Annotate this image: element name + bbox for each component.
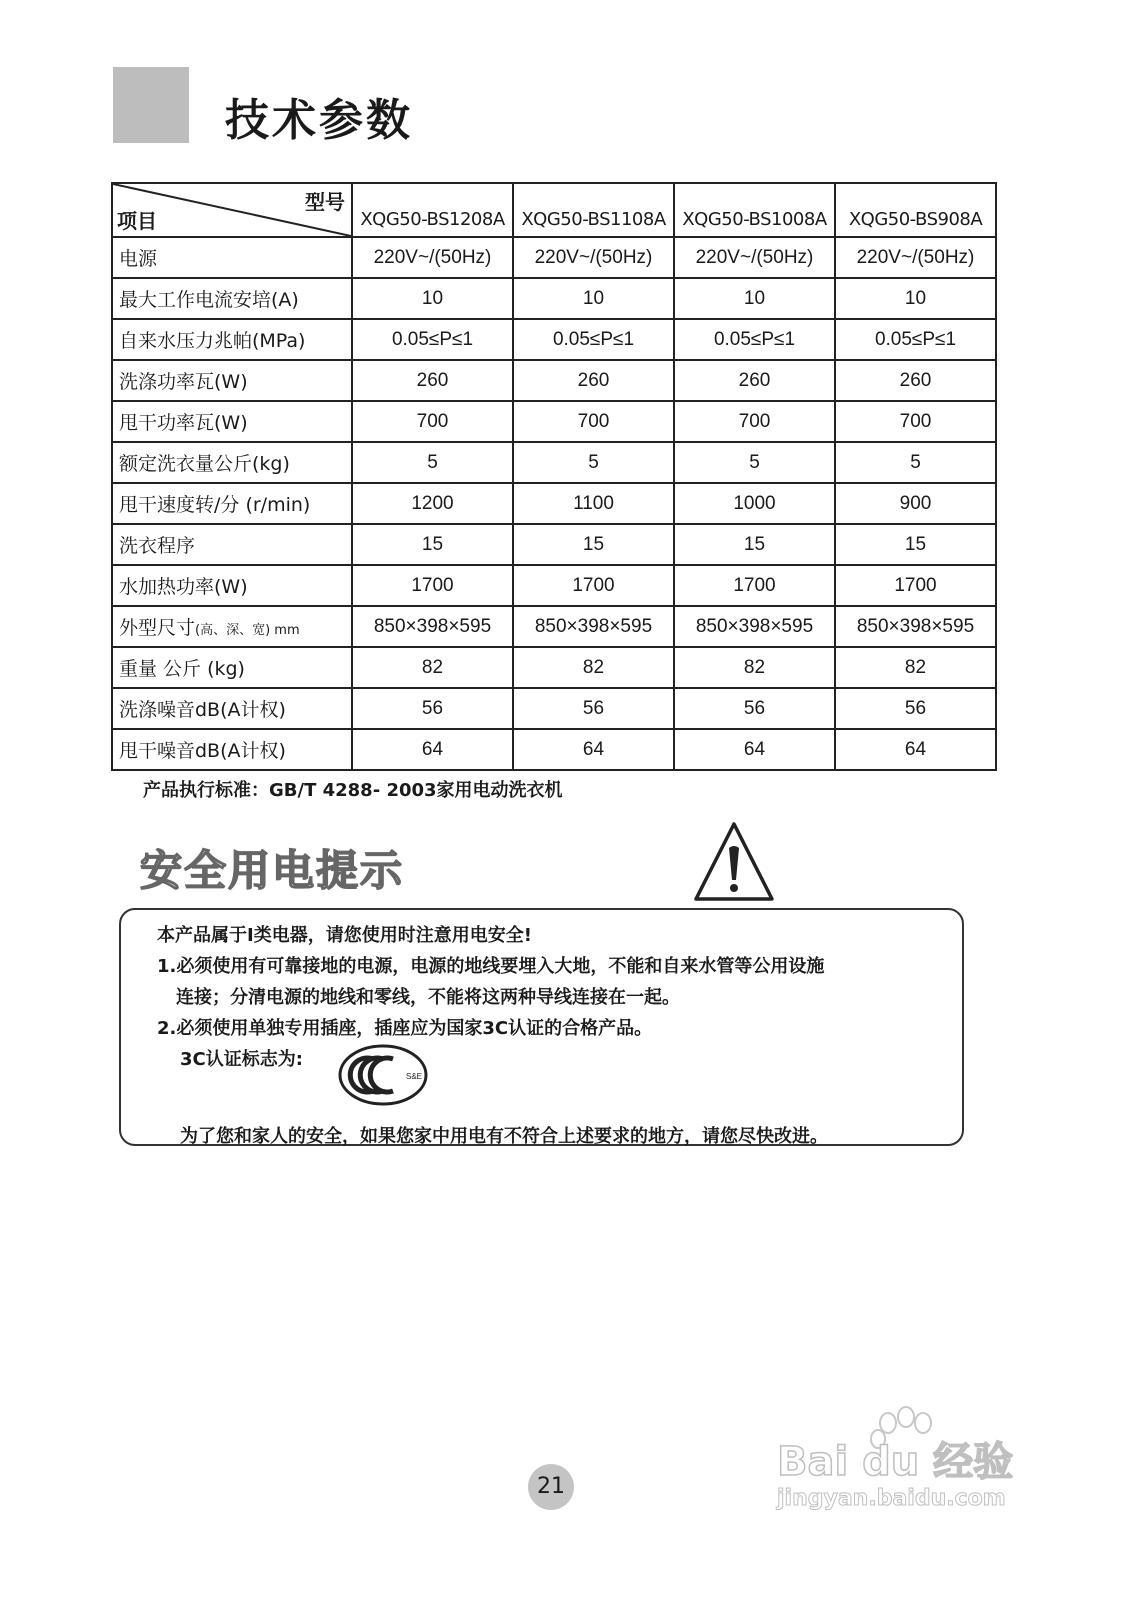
- table-cell: 82: [352, 647, 513, 688]
- title-block-decoration: [113, 67, 189, 143]
- table-cell: 1700: [835, 565, 996, 606]
- notice-item-2: 2.必须使用单独专用插座，插座应为国家3C认证的合格产品。: [157, 1018, 653, 1039]
- table-cell: 15: [513, 524, 674, 565]
- table-cell: 260: [513, 360, 674, 401]
- table-row: [112, 237, 996, 278]
- page-number: 21: [528, 1464, 574, 1510]
- warning-triangle-icon: [693, 820, 775, 902]
- product-standard-text: 产品执行标准：GB/T 4288- 2003家用电动洗衣机: [143, 780, 563, 801]
- row-label: 额定洗衣量公斤(kg): [112, 442, 352, 483]
- table-cell: 700: [513, 401, 674, 442]
- table-cell: 82: [835, 647, 996, 688]
- header-model-label: 型号: [305, 190, 345, 214]
- notice-item-1: 1.必须使用有可靠接地的电源，电源的地线要埋入大地，不能和自来水管等公用设施: [157, 956, 825, 977]
- table-cell: 0.05≤P≤1: [513, 319, 674, 360]
- table-cell: 850×398×595: [674, 606, 835, 647]
- table-cell: 64: [674, 729, 835, 770]
- table-corner-cell: [112, 183, 352, 237]
- watermark-brand: Bai du 经验: [777, 1439, 1014, 1485]
- row-label: 甩干噪音dB(A计权): [112, 729, 352, 770]
- table-cell: 220V~/(50Hz): [835, 237, 996, 278]
- table-cell: 850×398×595: [513, 606, 674, 647]
- table-header-row: [112, 183, 996, 237]
- table-cell: 220V~/(50Hz): [513, 237, 674, 278]
- table-cell: 15: [674, 524, 835, 565]
- row-label: 自来水压力兆帕(MPa): [112, 319, 352, 360]
- table-row: [112, 442, 996, 483]
- spec-table: [111, 182, 997, 771]
- table-cell: 10: [513, 278, 674, 319]
- table-cell: 1700: [513, 565, 674, 606]
- table-row: [112, 278, 996, 319]
- ccc-mark-text: S&E: [406, 1072, 423, 1081]
- table-cell: 900: [835, 483, 996, 524]
- row-label: 外型尺寸(高、深、宽) mm: [112, 606, 352, 647]
- model-header: XQG50-BS1108A: [513, 183, 674, 237]
- table-cell: 56: [352, 688, 513, 729]
- table-row: [112, 606, 996, 647]
- table-cell: 700: [352, 401, 513, 442]
- table-cell: 0.05≤P≤1: [835, 319, 996, 360]
- notice-intro: 本产品属于I类电器，请您使用时注意用电安全!: [157, 925, 532, 946]
- table-cell: 10: [674, 278, 835, 319]
- table-cell: 1000: [674, 483, 835, 524]
- header-item-label: 项目: [117, 209, 157, 233]
- table-cell: 64: [513, 729, 674, 770]
- table-row: [112, 688, 996, 729]
- row-label: 甩干功率瓦(W): [112, 401, 352, 442]
- table-cell: 82: [513, 647, 674, 688]
- table-cell: 10: [835, 278, 996, 319]
- ccc-certification-mark: [337, 1043, 429, 1108]
- table-cell: 0.05≤P≤1: [674, 319, 835, 360]
- table-cell: 260: [835, 360, 996, 401]
- table-cell: 15: [352, 524, 513, 565]
- notice-closing: 为了您和家人的安全，如果您家中用电有不符合上述要求的地方，请您尽快改进。: [180, 1126, 828, 1147]
- table-cell: 1200: [352, 483, 513, 524]
- table-cell: 850×398×595: [835, 606, 996, 647]
- table-cell: 700: [674, 401, 835, 442]
- table-row: [112, 319, 996, 360]
- model-header: XQG50-BS908A: [835, 183, 996, 237]
- table-cell: 5: [674, 442, 835, 483]
- table-cell: 56: [674, 688, 835, 729]
- row-label: 洗涤功率瓦(W): [112, 360, 352, 401]
- table-cell: 5: [835, 442, 996, 483]
- table-cell: 260: [674, 360, 835, 401]
- table-row: [112, 729, 996, 770]
- table-row: [112, 647, 996, 688]
- model-header: XQG50-BS1008A: [674, 183, 835, 237]
- table-row: [112, 360, 996, 401]
- row-label: 洗衣程序: [112, 524, 352, 565]
- row-label: 电源: [112, 237, 352, 278]
- table-cell: 64: [835, 729, 996, 770]
- table-row: [112, 565, 996, 606]
- table-cell: 64: [352, 729, 513, 770]
- table-cell: 220V~/(50Hz): [352, 237, 513, 278]
- page-title: 技术参数: [225, 95, 413, 146]
- table-cell: 1700: [674, 565, 835, 606]
- model-header: XQG50-BS1208A: [352, 183, 513, 237]
- row-label: 甩干速度转/分 (r/min): [112, 483, 352, 524]
- table-cell: 260: [352, 360, 513, 401]
- table-cell: 1100: [513, 483, 674, 524]
- row-label: 最大工作电流安培(A): [112, 278, 352, 319]
- table-cell: 56: [513, 688, 674, 729]
- watermark-url: jingyan.baidu.com: [777, 1486, 1006, 1511]
- table-cell: 220V~/(50Hz): [674, 237, 835, 278]
- notice-item-1-cont: 连接；分清电源的地线和零线，不能将这两种导线连接在一起。: [176, 987, 680, 1008]
- ccc-label: 3C认证标志为:: [180, 1049, 303, 1070]
- table-cell: 56: [835, 688, 996, 729]
- table-cell: 850×398×595: [352, 606, 513, 647]
- row-label: 水加热功率(W): [112, 565, 352, 606]
- table-row: [112, 483, 996, 524]
- table-cell: 10: [352, 278, 513, 319]
- table-cell: 82: [674, 647, 835, 688]
- table-cell: 700: [835, 401, 996, 442]
- row-label: 重量 公斤 (kg): [112, 647, 352, 688]
- table-row: [112, 524, 996, 565]
- table-cell: 0.05≤P≤1: [352, 319, 513, 360]
- table-cell: 15: [835, 524, 996, 565]
- safety-title: 安全用电提示: [140, 846, 405, 895]
- table-cell: 5: [513, 442, 674, 483]
- table-row: [112, 401, 996, 442]
- table-cell: 1700: [352, 565, 513, 606]
- spec-table-body: [112, 237, 996, 770]
- table-cell: 5: [352, 442, 513, 483]
- row-label: 洗涤噪音dB(A计权): [112, 688, 352, 729]
